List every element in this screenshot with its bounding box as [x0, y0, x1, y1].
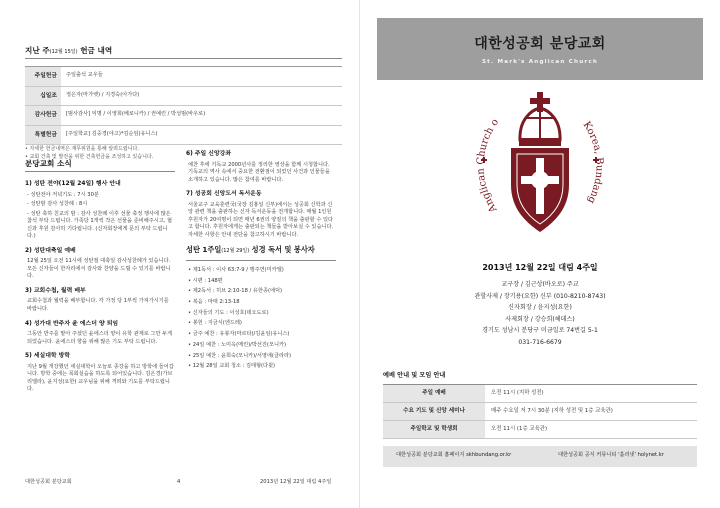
church-title: 대한성공회 분당교회	[474, 36, 606, 52]
lectionary-line: • 시편 : 148편	[188, 277, 223, 284]
lectionary-line: • 제1독서 : 이사 63:7-9 / 맹주연(미카엘)	[188, 266, 284, 273]
website-footer	[383, 446, 697, 467]
lectionary-line: • 25일 예찬 : 윤희숙(모니카)/서영애(클라라)	[188, 352, 292, 359]
lectionary-line: • 24일 예찬 : 노미옥(메린)/박선진(모니카)	[188, 341, 287, 348]
news-item	[186, 190, 336, 239]
divider	[186, 260, 336, 261]
news-heading: 2) 성탄대축일 예배	[25, 247, 76, 254]
emblem-text-left: Anglican Church o	[475, 117, 502, 215]
phone: 031-716-6679	[518, 338, 562, 346]
offering-value: [범사감사] 익명 / 이영희(베로니카) / 권예린 / 박성범(바우로)	[66, 111, 206, 118]
note: • 자세한 헌금내역은 재무위원을 통해 알려드립니다.	[25, 146, 139, 152]
news-heading: 5) 세실대학 방학	[25, 353, 71, 360]
news-item	[25, 247, 175, 281]
holynet-link[interactable]: 대한성공회 공식 커뮤니티 '홀리넷' holynet.kr	[558, 452, 664, 458]
footer-date: 2013년 12월 22일 대림 4주일	[260, 479, 332, 485]
lectionary-line: • 12월 28일 교회 청소 : 김태형(다윗)	[188, 363, 276, 370]
offering-value: 정은자(마가렛) / 지경숙(아가다)	[66, 91, 140, 98]
service-info-row	[383, 385, 697, 403]
news-text: - 성탄전야 저녁기도 : 7시 30분	[27, 191, 99, 198]
page-number: 4	[177, 479, 181, 485]
service-info-row	[383, 421, 697, 439]
footer-church: 대한성공회 분당교회	[25, 479, 72, 485]
news-column-a	[25, 180, 175, 400]
lectionary-list	[186, 267, 336, 371]
service-info-value: 매주 수요일 저 7시 30분 (지하 성전 및 1층 교육관)	[491, 407, 613, 414]
church-emblem	[475, 90, 605, 250]
news-item	[25, 320, 175, 347]
homepage-link[interactable]: 대한성공회 분당교회 홈페이지 skhbundang.or.kr	[396, 452, 512, 458]
service-info-title: 예배 안내 및 모임 안내	[383, 372, 446, 379]
offering-label: 감사헌금	[25, 106, 61, 125]
clergy-line: 사제회장 / 강승희(헤데스)	[505, 315, 575, 323]
news-text: 지난 9월 개강했던 세실대학이 오늘로 종강을 하고 방학에 들어갑니다. 방학 중에는 목회실습을 하도록 되어있습니다. 김은경(가브리엘라), 윤지성(요한) 교우님을 위해 격려와 기도를 부탁드립니다.	[27, 363, 174, 393]
offering-row	[25, 106, 342, 126]
lectionary-line: • 금주 예찬 : 유봉자(마르타)/김윤임(유니스)	[188, 331, 290, 338]
news-text: 교회수첩과 월력을 배부합니다. 각 가정 당 1부씩 가져가시기를 바랍니다.	[27, 298, 169, 312]
news-item	[186, 150, 336, 184]
offering-label: 특별헌금	[25, 126, 61, 145]
news-heading: 3) 교회수첩, 월력 배부	[25, 287, 86, 294]
clergy-line: 교구장 / 김근상(바오로) 주교	[501, 281, 579, 288]
address: 경기도 성남시 분당구 미금일로 74번길 5-1	[482, 327, 598, 335]
service-info-label: 수요 기도 및 신앙 세미나	[383, 403, 485, 420]
news-heading: 6) 주일 신앙강좌	[186, 151, 232, 157]
offering-table	[25, 66, 342, 145]
lectionary-line: • 복음 : 마태 2:13-18	[188, 298, 240, 305]
church-subtitle: St. Mark's Anglican Church	[481, 59, 599, 65]
news-text: - 성탄 축하 친교의 밤 : 감사 성찬례 이후 선물 축정 행사에 많은 참석 부탁 드립니다. 가족당 1개씩 작은 선물을 준비해주시고, 협신과 후원 감사히 기다립니다. (신자회장에게 문의 부탁 드립니다.)	[27, 210, 173, 240]
news-column-b	[186, 150, 336, 374]
clergy-info	[360, 281, 720, 351]
lectionary-title: 성탄 1주일(12월 29일) 성경 독서 및 봉사자	[186, 245, 315, 255]
lectionary-line: • 봉헌 : 지금식(엔드레)	[188, 320, 242, 327]
news-item	[25, 352, 175, 394]
service-info-value: 오전 11시 (지하 성전)	[491, 389, 544, 396]
lectionary-line: • 제2독서 : 히브 2:10-18 / 유한종(에딕)	[188, 288, 283, 295]
offering-row	[25, 67, 342, 87]
divider	[25, 58, 342, 59]
emblem-text-right: Korea, Bundang	[580, 119, 605, 206]
news-item	[25, 287, 175, 314]
lectionary-line: • 신자들의 기도 : 이성호(데오도로)	[188, 309, 269, 316]
right-page	[360, 0, 720, 508]
service-info-label: 주일학교 및 학생회	[383, 421, 485, 438]
offering-value: 주일출석 교우들	[66, 72, 103, 79]
note: • 교회 건축 및 발전을 위한 건축헌금을 조성하고 있습니다.	[25, 154, 154, 160]
news-heading: 4) 성가대 반주자 윤 에스더 양 퇴임	[25, 320, 119, 327]
service-date: 2013년 12월 22일 대림 4주일	[482, 263, 598, 272]
news-item	[25, 180, 175, 241]
offering-title: 지난 주(12월 15일) 헌금 내역	[25, 46, 113, 55]
news-text: - 성탄밤 감사 성찬례 : 8시	[27, 201, 88, 208]
service-info-value: 오전 11시 (1층 교육관)	[491, 425, 548, 432]
news-text: 12월 25일 오전 11시에 성탄절 대축일 감사성찬례가 있습니다. 모든 신자들이 한자리에서 감사와 찬양을 드릴 수 있기를 바랍니다.	[27, 258, 171, 280]
offering-row	[25, 87, 342, 107]
clergy-line: 관할사제 / 장기용(요한) 신부 (010-8210-8743)	[474, 292, 606, 300]
divider	[25, 171, 175, 172]
news-text: 서울교구 교육훈련국(국장 김홍일 신부)에서는 성공회 신학과 신앙 관련 책을 출판하는 신자 독서운동을 전개합니다. 매월 1인원 후원자가 20여명이 되면 매년 6권의 양질의 책을 출판할 수 있다고 합니다. 후원자에게는 출판되는 책들을 받아보실 수 있습니다. 자세한 사항은 안내 전단을 참고하시기 바랍니다.	[188, 201, 334, 238]
news-text: 그동안 반주를 맡아 주셨던 윤에스더 양이 유학 관계로 그만 두게 되었습니다. 윤에스더 향을 위해 많은 기도 부탁 드립니다.	[27, 331, 173, 345]
offering-value: [주일학교] 김중경(야고)*김순임(유니스)	[66, 130, 158, 137]
news-heading: 7) 성공회 신앙도서 독서운동	[186, 191, 262, 198]
offering-label: 십일조	[25, 87, 61, 106]
news-text: 예찬 후에 기독교 2000년사를 정리한 영상을 함께 시청합니다. 기독교의 역사 속에서 중요한 전환점이 되었던 사건과 인물들을 소개하고 있습니다. 많은 참여를 바랍니다.	[188, 161, 330, 183]
news-heading: 1) 성탄 전야(12월 24일) 행사 안내	[25, 181, 121, 187]
news-title: 분당교회 소식	[25, 159, 72, 168]
offering-row	[25, 126, 342, 146]
title-band	[377, 18, 703, 80]
service-info-row	[383, 403, 697, 421]
clergy-line: 신자회장 / 윤지성(요한)	[508, 304, 572, 312]
service-info-table	[383, 384, 697, 439]
offering-label: 주일헌금	[25, 67, 61, 86]
service-info-label: 주일 예배	[383, 385, 485, 402]
